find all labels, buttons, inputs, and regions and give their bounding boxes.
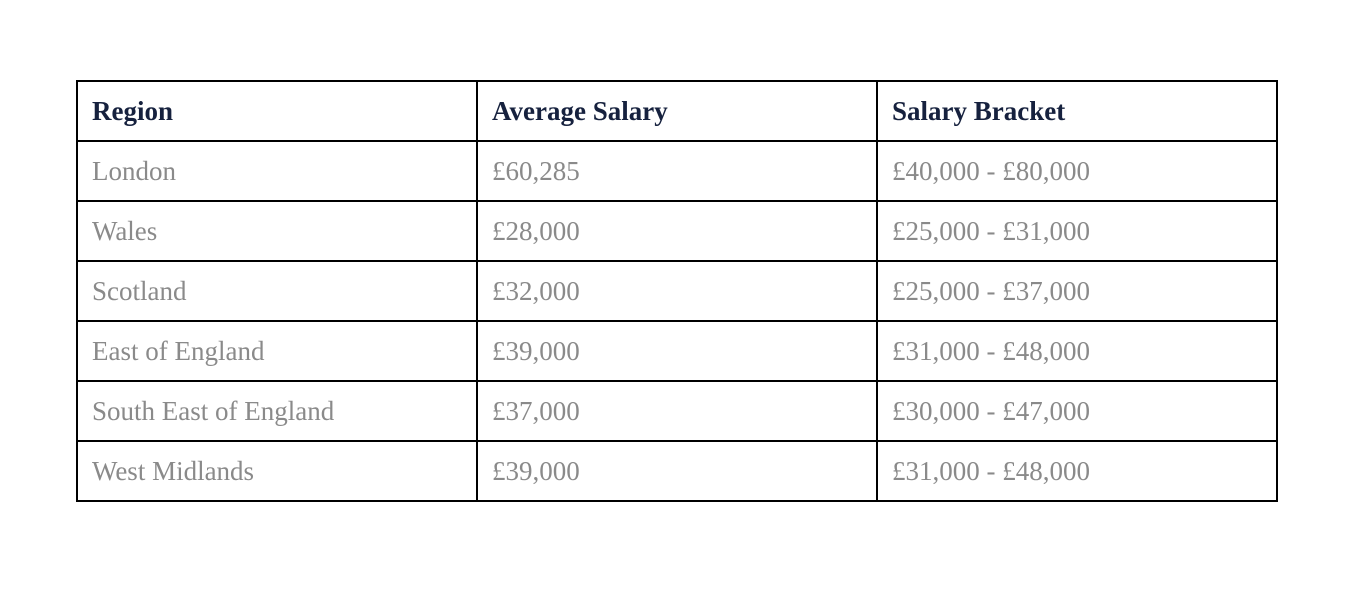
table-row (77, 381, 1277, 441)
salary-bracket-cell: £25,000 - £37,000 (877, 261, 1277, 321)
salary-table (76, 80, 1278, 502)
table-row (77, 321, 1277, 381)
column-header-average-salary: Average Salary (477, 81, 877, 141)
salary-bracket-cell: £25,000 - £31,000 (877, 201, 1277, 261)
salary-bracket-cell: £31,000 - £48,000 (877, 441, 1277, 501)
salary-bracket-cell: £40,000 - £80,000 (877, 141, 1277, 201)
table-row (77, 201, 1277, 261)
average-salary-cell: £32,000 (477, 261, 877, 321)
region-cell: East of England (77, 321, 477, 381)
column-header-region: Region (77, 81, 477, 141)
salary-bracket-cell: £31,000 - £48,000 (877, 321, 1277, 381)
column-header-salary-bracket: Salary Bracket (877, 81, 1277, 141)
average-salary-cell: £39,000 (477, 441, 877, 501)
region-cell: Wales (77, 201, 477, 261)
table-header-row (77, 81, 1277, 141)
average-salary-cell: £39,000 (477, 321, 877, 381)
table-row (77, 261, 1277, 321)
table-row (77, 441, 1277, 501)
salary-bracket-cell: £30,000 - £47,000 (877, 381, 1277, 441)
table-row (77, 141, 1277, 201)
average-salary-cell: £60,285 (477, 141, 877, 201)
region-cell: London (77, 141, 477, 201)
average-salary-cell: £28,000 (477, 201, 877, 261)
region-cell: West Midlands (77, 441, 477, 501)
average-salary-cell: £37,000 (477, 381, 877, 441)
region-cell: Scotland (77, 261, 477, 321)
region-cell: South East of England (77, 381, 477, 441)
